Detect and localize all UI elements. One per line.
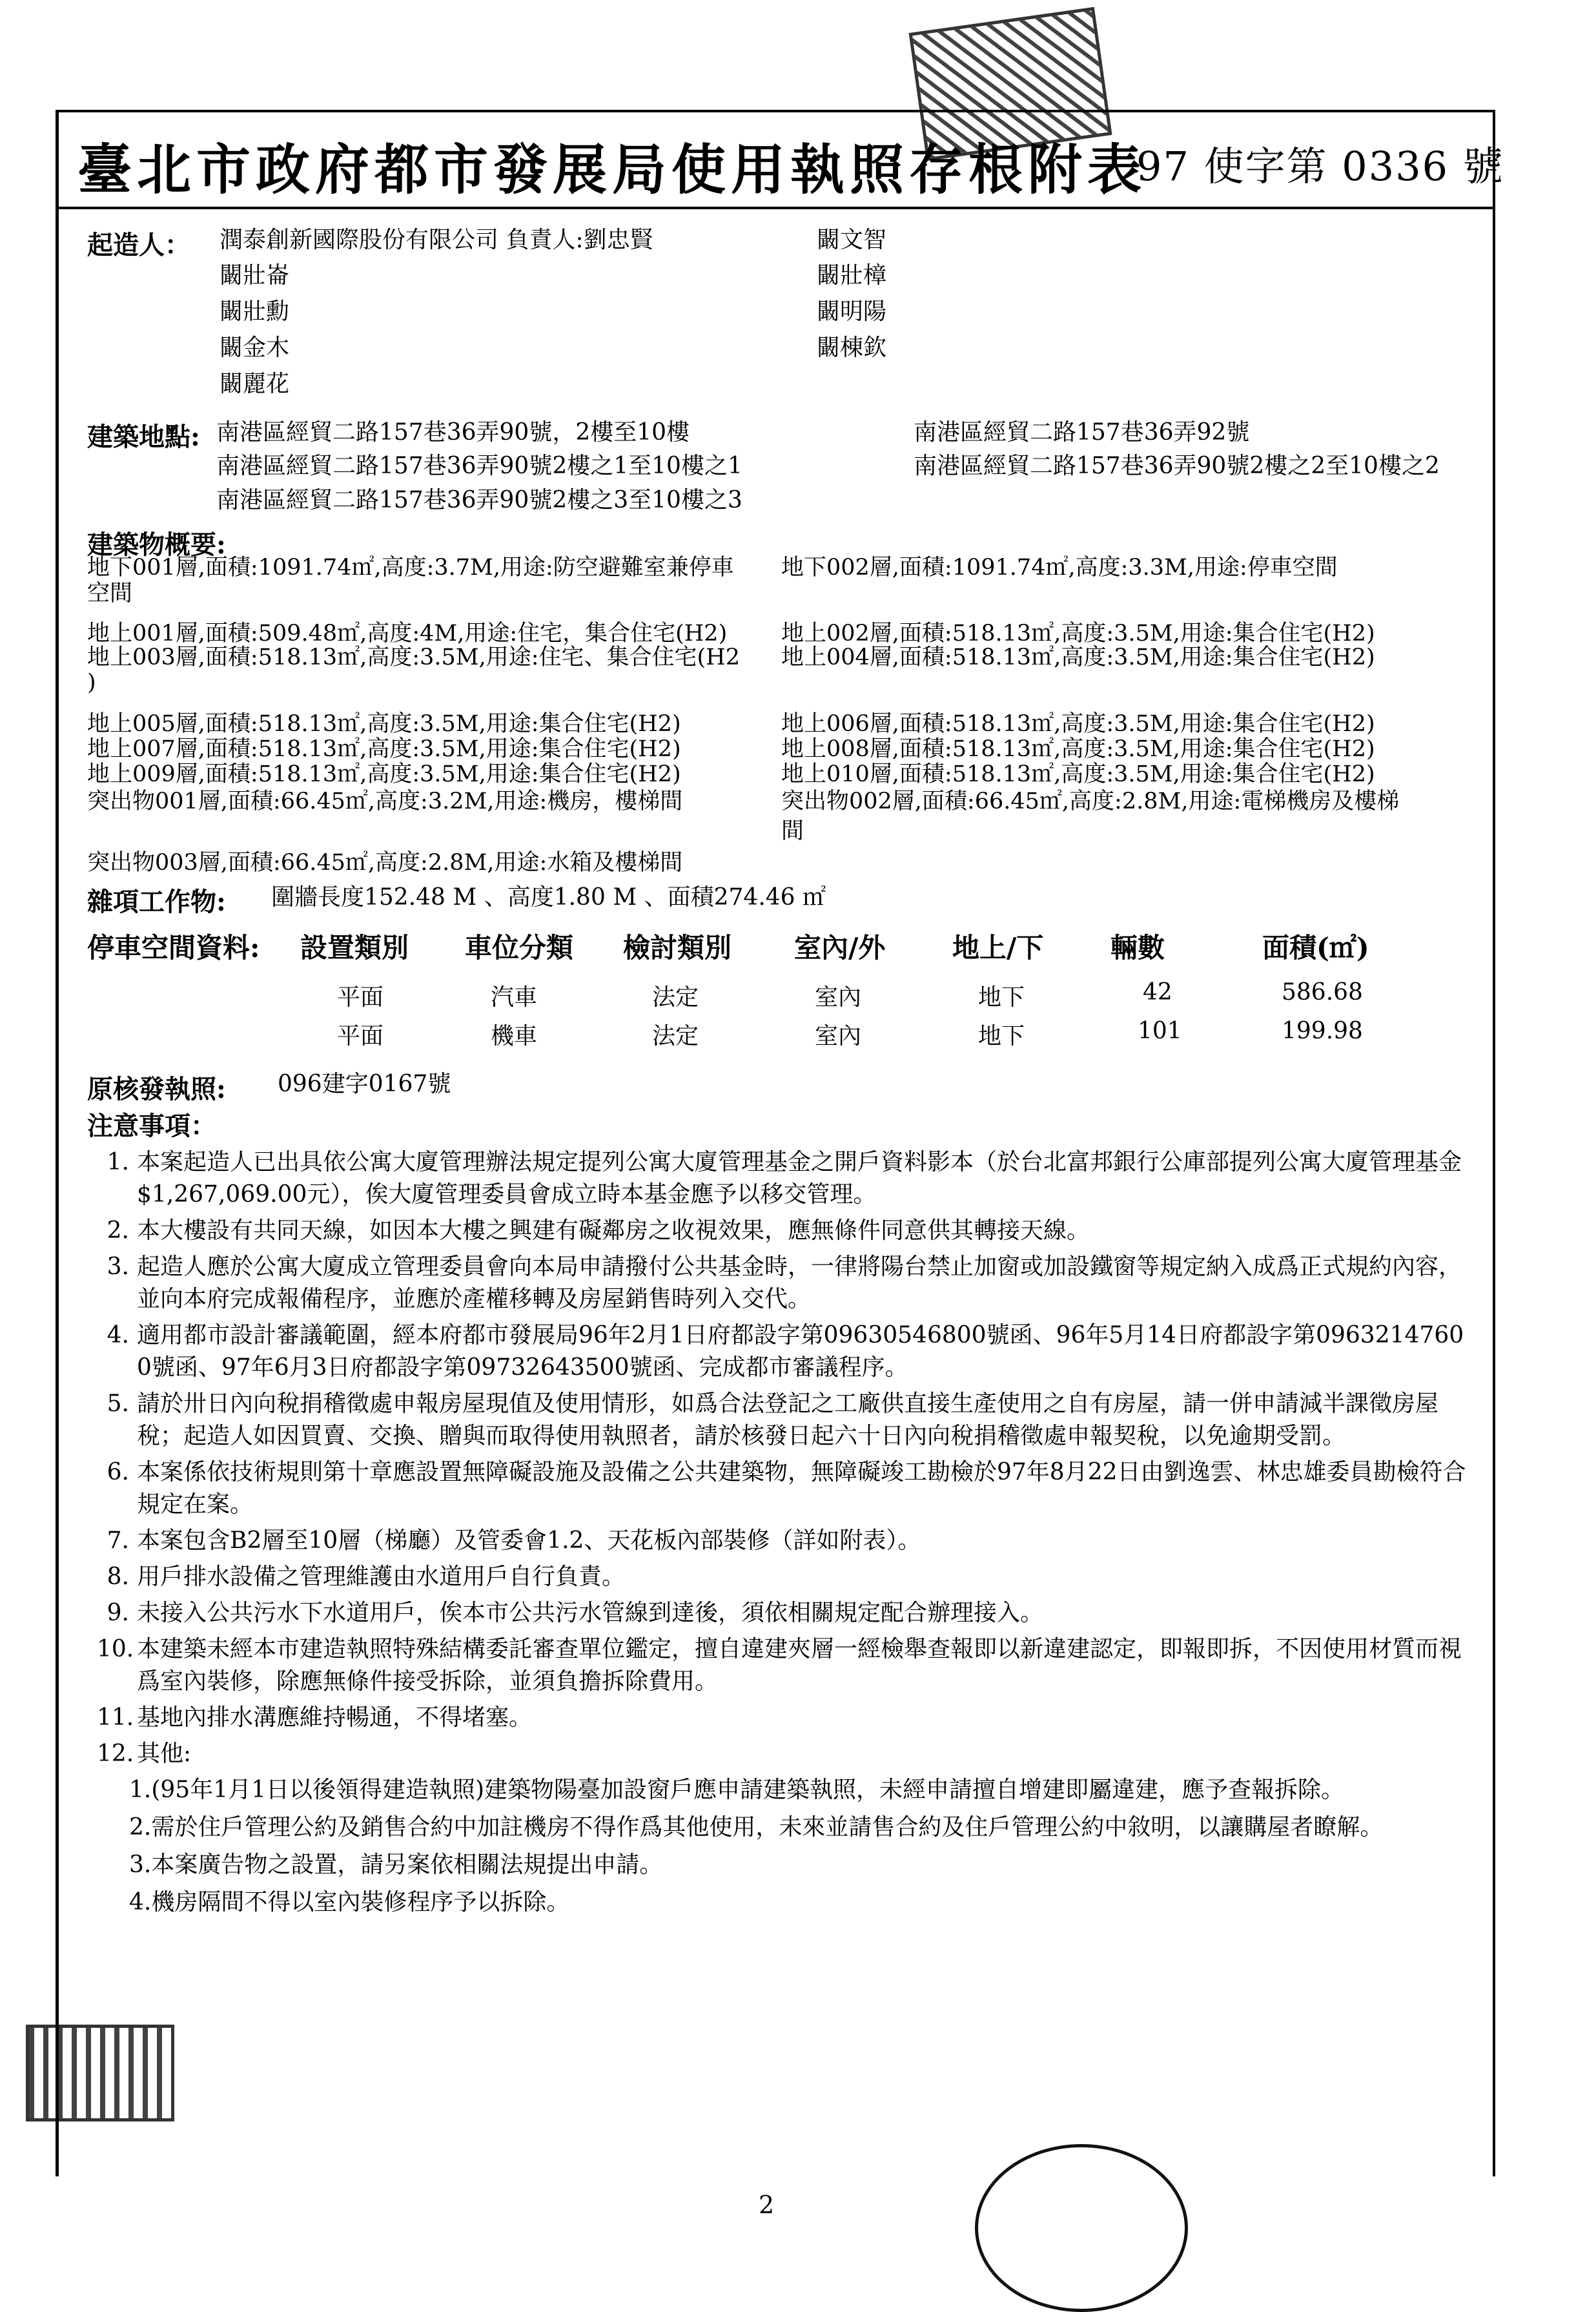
parking-header-3: 室內/外	[794, 932, 886, 964]
original-permit-label: 原核發執照:	[87, 1074, 226, 1104]
overview-row-7-right: 間	[781, 818, 804, 844]
overview-row-6-left: 突出物001層,面積:66.45㎡,高度:3.2M,用途:機房，樓梯間	[87, 789, 683, 814]
misc-label: 雜項工作物:	[87, 887, 226, 917]
overview-row-4-right: 地上008層,面積:518.13㎡,高度:3.5M,用途:集合住宅(H2)	[781, 736, 1375, 762]
document-title: 臺北市政府都市發展局使用執照存根附表	[77, 138, 1147, 201]
note-item: 4. 適用都市設計審議範圍，經本府都市發展局96年2月1日府都設字第09630546800號函、96年5月14日府都設字第09632147600號函、97年6月3日府都設字第09732643500號函、完成都市審議程序。	[107, 1322, 1464, 1381]
overview-row-1-left: 地上003層,面積:518.13㎡,高度:3.5M,用途:住宅、集合住宅(H2	[87, 645, 740, 670]
applicant-left-2: 闞壯勳	[220, 298, 290, 325]
parking-row-0-col-6: 586.68	[1282, 979, 1363, 1006]
parking-row-1-col-3: 室內	[815, 1023, 862, 1049]
parking-row-1-col-1: 機車	[491, 1023, 538, 1049]
parking-row-0-col-4: 地下	[978, 984, 1025, 1011]
note-item: 6. 本案係依技術規則第十章應設置無障礙設施及設備之公共建築物，無障礙竣工勘檢於97年8月22日由劉逸雲、林忠雄委員勘檢符合規定在案。	[107, 1459, 1466, 1518]
overview-row-5-left: 地上009層,面積:518.13㎡,高度:3.5M,用途:集合住宅(H2)	[87, 761, 681, 787]
note-item: 7. 本案包含B2層至10層（梯廳）及管委會1.2、天花板內部裝修（詳如附表）。	[107, 1527, 921, 1554]
applicant-right-2: 闞明陽	[817, 298, 887, 325]
parking-header-0: 設置類別	[300, 932, 409, 964]
note-item: 5. 請於卅日內向稅捐稽徵處申報房屋現值及使用情形，如爲合法登記之工廠供直接生產使用之自有房屋，請一併申請減半課徵房屋稅；起造人如因買賣、交換、贈與而取得使用執照者，請於核發日起六十日內向稅捐稽徵處申報契稅，以免逾期受罰。	[107, 1390, 1439, 1449]
site-left-1: 南港區經貿二路157巷36弄90號2樓之1至10樓之1	[216, 453, 742, 479]
overview-b2: 地下002層,面積:1091.74㎡,高度:3.3M,用途:停車空間	[781, 555, 1338, 581]
overview-row-6-right: 突出物002層,面積:66.45㎡,高度:2.8M,用途:電梯機房及樓梯	[781, 789, 1400, 814]
applicant-left-0: 潤泰創新國際股份有限公司 負責人:劉忠賢	[220, 227, 653, 253]
overview-row-2-left: )	[87, 670, 96, 696]
overview-b1: 地下001層,面積:1091.74㎡,高度:3.7M,用途:防空避難室兼停車	[87, 555, 734, 581]
parking-row-1-col-2: 法定	[652, 1023, 699, 1049]
overview-row-4-left: 地上007層,面積:518.13㎡,高度:3.5M,用途:集合住宅(H2)	[87, 736, 681, 762]
applicant-left-1: 闞壯崙	[220, 262, 290, 289]
note-subitem: 3.本案廣告物之設置，請另案依相關法規提出申請。	[129, 1852, 663, 1878]
site-right-1: 南港區經貿二路157巷36弄90號2樓之2至10樓之2	[914, 453, 1440, 479]
overview-label: 建築物概要:	[87, 530, 226, 560]
note-item: 8. 用戶排水設備之管理維護由水道用戶自行負責。	[107, 1564, 626, 1590]
note-subitem: 4.機房隔間不得以室內裝修程序予以拆除。	[129, 1889, 570, 1915]
note-subitem: 1.(95年1月1日以後領得建造執照)建築物陽臺加設窗戶應申請建築執照，未經申請擅自增建即屬違建，應予查報拆除。	[129, 1777, 1345, 1803]
site-label: 建築地點:	[87, 422, 200, 452]
page-number: 2	[759, 2191, 775, 2219]
note-item: 12. 其他:	[97, 1740, 192, 1767]
overview-row-3-right: 地上006層,面積:518.13㎡,高度:3.5M,用途:集合住宅(H2)	[781, 711, 1375, 737]
site-right-0: 南港區經貿二路157巷36弄92號	[914, 419, 1250, 446]
overview-b1-cont: 空間	[87, 581, 133, 606]
note-subitem: 2.需於住戶管理公約及銷售合約中加註機房不得作爲其他使用，未來並請售合約及住戶管理公約中敘明，以讓購屋者瞭解。	[129, 1814, 1384, 1841]
applicant-right-0: 闞文智	[817, 227, 887, 253]
misc-value: 圍牆長度152.48 M 、高度1.80 M 、面積274.46 ㎡	[271, 884, 826, 911]
original-permit-value: 096建字0167號	[278, 1071, 451, 1097]
site-left-0: 南港區經貿二路157巷36弄90號，2樓至10樓	[216, 419, 690, 446]
document-number: 97 使字第 0336 號	[1136, 143, 1504, 190]
note-item: 2. 本大樓設有共同天線，如因本大樓之興建有礙鄰房之收視效果，應無條件同意供其轉接天線。	[107, 1217, 1090, 1244]
parking-row-0-col-3: 室內	[815, 984, 862, 1011]
notes-label: 注意事項：	[87, 1111, 216, 1141]
parking-header-4: 地上/下	[952, 932, 1044, 964]
parking-row-0-col-1: 汽車	[491, 984, 538, 1011]
parking-row-1-col-5: 101	[1138, 1018, 1182, 1044]
parking-row-1-col-6: 199.98	[1282, 1018, 1363, 1044]
overview-row-3-left: 地上005層,面積:518.13㎡,高度:3.5M,用途:集合住宅(H2)	[87, 711, 681, 737]
parking-label: 停車空間資料:	[87, 932, 260, 964]
parking-header-1: 車位分類	[465, 932, 574, 964]
overview-row-5-right: 地上010層,面積:518.13㎡,高度:3.5M,用途:集合住宅(H2)	[781, 761, 1375, 787]
title-divider	[56, 207, 1495, 209]
parking-row-0-col-5: 42	[1143, 979, 1172, 1006]
parking-row-0-col-0: 平面	[337, 984, 384, 1011]
note-item: 11. 基地內排水溝應維持暢通，不得堵塞。	[97, 1704, 533, 1731]
parking-row-0-col-2: 法定	[652, 984, 699, 1011]
applicant-label: 起造人：	[87, 230, 190, 260]
parking-row-1-col-4: 地下	[978, 1023, 1025, 1049]
overview-row-8-left: 突出物003層,面積:66.45㎡,高度:2.8M,用途:水箱及樓梯間	[87, 850, 683, 876]
notes-list	[97, 1146, 1472, 1924]
overview-row-1-right: 地上004層,面積:518.13㎡,高度:3.5M,用途:集合住宅(H2)	[781, 645, 1375, 670]
note-item: 10. 本建築未經本市建造執照特殊結構委託審查單位鑑定，擅自違建夾層一經檢舉查報即以新違建認定，即報即拆，不因使用材質而視爲室內裝修，除應無條件接受拆除，並須負擔拆除費用。	[97, 1636, 1462, 1695]
applicant-left-4: 闞麗花	[220, 371, 290, 397]
site-left-2: 南港區經貿二路157巷36弄90號2樓之3至10樓之3	[216, 487, 742, 513]
applicant-right-1: 闞壯樟	[817, 262, 887, 289]
parking-header-5: 輛數	[1110, 932, 1165, 964]
overview-row-0-right: 地上002層,面積:518.13㎡,高度:3.5M,用途:集合住宅(H2)	[781, 621, 1375, 646]
note-item: 9. 未接入公共污水下水道用戶，俟本市公共污水管線到達後，須依相關規定配合辦理接入。	[107, 1600, 1044, 1626]
note-item: 3. 起造人應於公寓大廈成立管理委員會向本局申請撥付公共基金時，一律將陽台禁止加窗或加設鐵窗等規定納入成爲正式規約內容，並向本府完成報備程序，並應於產權移轉及房屋銷售時列入交代。	[107, 1254, 1462, 1312]
note-item: 1. 本案起造人已出具依公寓大廈管理辦法規定提列公寓大廈管理基金之開戶資料影本（於台北富邦銀行公庫部提列公寓大廈管理基金$1,267,069.00元），俟大廈管理委員會成立時本基金應予以移交管理。	[107, 1149, 1462, 1208]
parking-header-6: 面積(㎡)	[1262, 932, 1369, 964]
overview-row-0-left: 地上001層,面積:509.48㎡,高度:4M,用途:住宅，集合住宅(H2)	[87, 621, 728, 646]
parking-header-2: 檢討類別	[623, 932, 732, 964]
applicant-left-3: 闞金木	[220, 335, 290, 361]
parking-row-1-col-0: 平面	[337, 1023, 384, 1049]
applicant-right-3: 闞棟欽	[817, 335, 887, 361]
